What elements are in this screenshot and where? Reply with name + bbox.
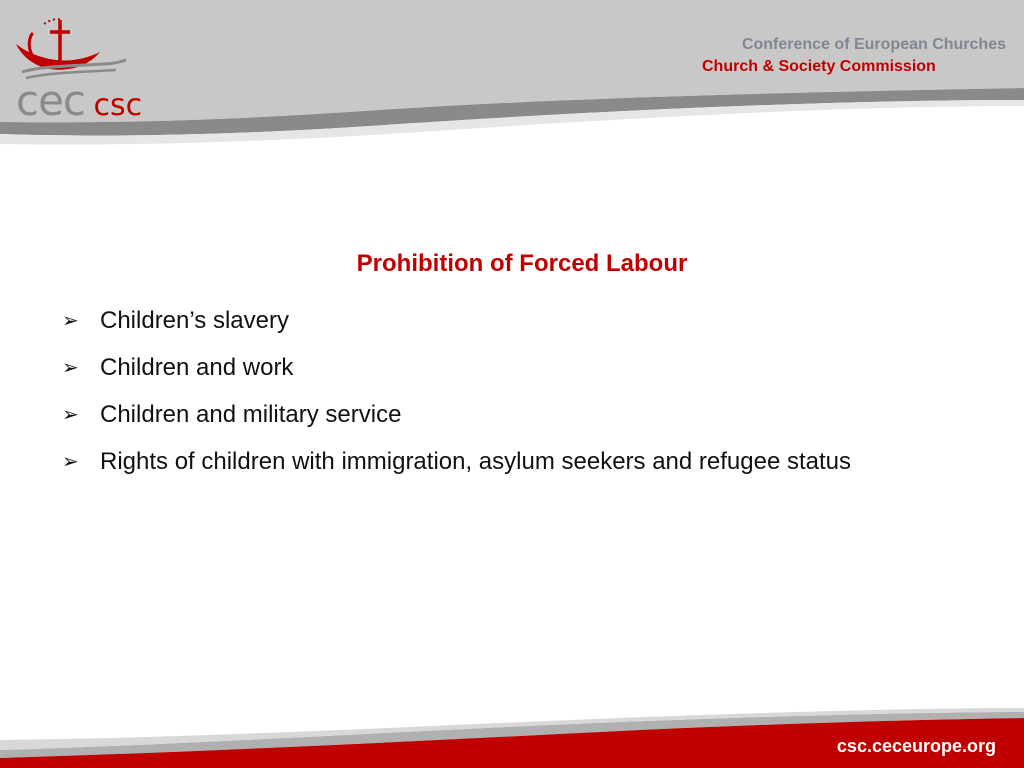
bullet-text: Children and military service <box>100 401 402 428</box>
bullet-item <box>62 443 942 481</box>
arrow-bullet-icon: ➢ <box>62 404 79 426</box>
bullet-list <box>62 302 942 490</box>
bullet-text: Children and work <box>100 354 294 381</box>
commission-name: Church & Society Commission <box>702 58 936 75</box>
logo-wordmark <box>16 76 143 125</box>
logo-cec-text: cec <box>16 76 86 125</box>
footer-band <box>0 700 1024 768</box>
bullet-text: Children’s slavery <box>100 307 289 334</box>
footer-url-link[interactable]: csc.ceceurope.org <box>836 736 996 756</box>
arrow-bullet-icon: ➢ <box>62 451 79 473</box>
org-name: Conference of European Churches <box>741 36 1006 53</box>
bullet-item <box>62 396 942 434</box>
logo-csc-text: csc <box>93 88 143 123</box>
bullet-text: Rights of children with immigration, asylum seekers and refugee status <box>100 448 852 475</box>
arrow-bullet-icon: ➢ <box>62 357 79 379</box>
bullet-item <box>62 302 942 340</box>
bullet-item <box>62 349 942 387</box>
slide-title: Prohibition of Forced Labour <box>356 250 688 277</box>
arrow-bullet-icon: ➢ <box>62 310 79 332</box>
